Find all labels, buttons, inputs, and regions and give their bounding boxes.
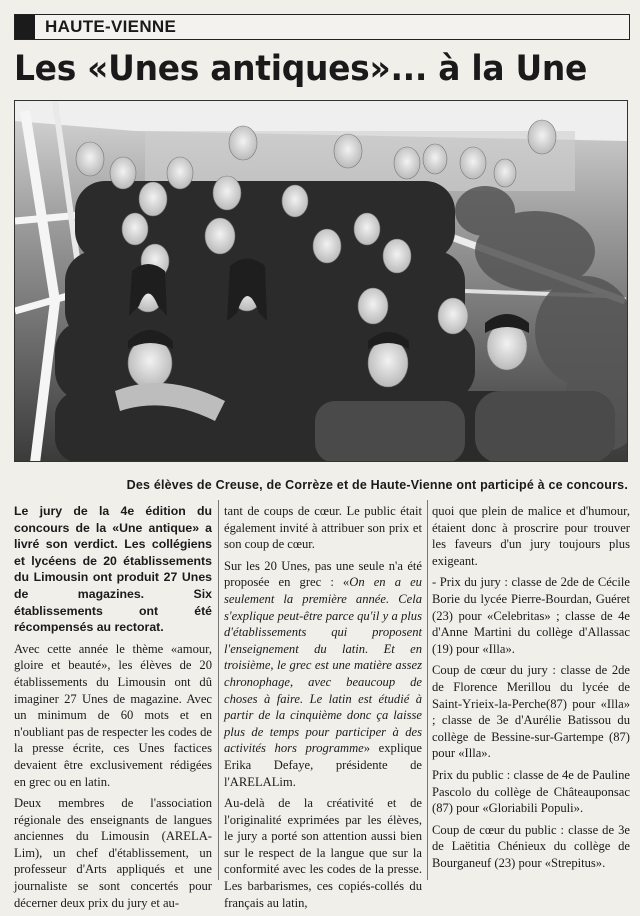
headline: Les «Unes antiques»... à la Une (14, 49, 588, 89)
section-marker (15, 15, 35, 39)
prize-jury: - Prix du jury : classe de 2de de Cécile Borie du lycée Pierre-Bourdan, Guéret (23) pour «Celebritas» ; classe de 4e d'Anne Martini du collège d'Allassac (19) pour «Illa». (432, 575, 630, 656)
article-lead: Le jury de la 4e édition du concours de la «Une antique» a livré son verdict. Les collégiens et lycéens de 20 établissements du Limousin ont produit 27 Unes de magazines. Six établissements ont été récompensés au rectorat. (14, 504, 212, 635)
article-paragraph: Avec cette année le thème «amour, gloire et beauté», les élèves de 20 établissements du Limousin ont dû imaginer 27 Unes de magazine. Avec un minimum de 60 mots et en n'oubliant pas de respecter les codes de la presse écrite, ces Unes factices devaient être exclusivement rédigées en grec ou en latin. (14, 641, 212, 789)
article-paragraph: quoi que plein de malice et d'humour, étaient donc à proscrire pour trouver les faveurs d'un jury toujours plus exigeant. (432, 504, 630, 568)
column-rule (218, 500, 219, 880)
column-rule (427, 500, 428, 880)
prize-public-favorite: Coup de cœur du public : classe de 3e de Laëtitia Chénieux du collège de Bourganeuf (23) pour «Strepitus». (432, 822, 630, 870)
quote-attribution: » explique Erika Defaye, présidente de l'ARELALim. (224, 741, 422, 789)
quote-intro: Sur les 20 Unes, pas une seule n'a été proposée en grec : « (224, 558, 422, 590)
article-column-3 (432, 503, 630, 876)
article-paragraph: Deux membres de l'association régionale des enseignants de langues anciennes du Limousin (ARELA-Lim), un chef d'établissement, un professeur d'Arts appliqués et une journaliste se sont concertés pour décerner deux prix du jury et au- (14, 796, 212, 910)
group-photo (14, 100, 628, 462)
quote-text: On en a eu seulement la première année. Cela s'explique peut-être parce qu'il y a plus d'établissements qui proposent l'enseignement du latin. Et en troisième, le grec est une matière assez chronophage, avec beaucoup de choses à faire. Le latin est étudié à partir de la cinquième donc ça laisse plus de temps pour participer à des activités hors programme (224, 575, 422, 756)
prize-jury-favorite: Coup de cœur du jury : classe de 2de de Florence Merillou du lycée de Saint-Yrieix-la-Perche(87) pour «Illa» ; classe de 3e d'Aurélie Batissou du collège de Bessine-sur-Gartempe (87) pour «Illa». (432, 663, 630, 761)
section-label: HAUTE-VIENNE (45, 17, 177, 36)
section-bar (14, 14, 630, 40)
article-paragraph: Au-delà de la créativité et de l'originalité exprimées par les élèves, le jury a porté son attention aussi bien sur le respect de la langue que sur la conformité avec les codes de la presse. Les barbarismes, ces copiés-collés du français au latin, (224, 796, 422, 910)
article-paragraph: tant de coups de cœur. Le public était également invité à attribuer son prix et son coup de cœur. (224, 504, 422, 552)
article-column-1 (14, 503, 212, 916)
photo-caption: Des élèves de Creuse, de Corrèze et de Haute-Vienne ont participé à ce concours. (126, 478, 628, 492)
prize-public: Prix du public : classe de 4e de Pauline Pascolo du collège de Châteauponsac (87) pour «Gloriabili Populi». (432, 767, 630, 816)
article-column-2 (224, 503, 422, 916)
article-paragraph-quote (224, 558, 422, 790)
